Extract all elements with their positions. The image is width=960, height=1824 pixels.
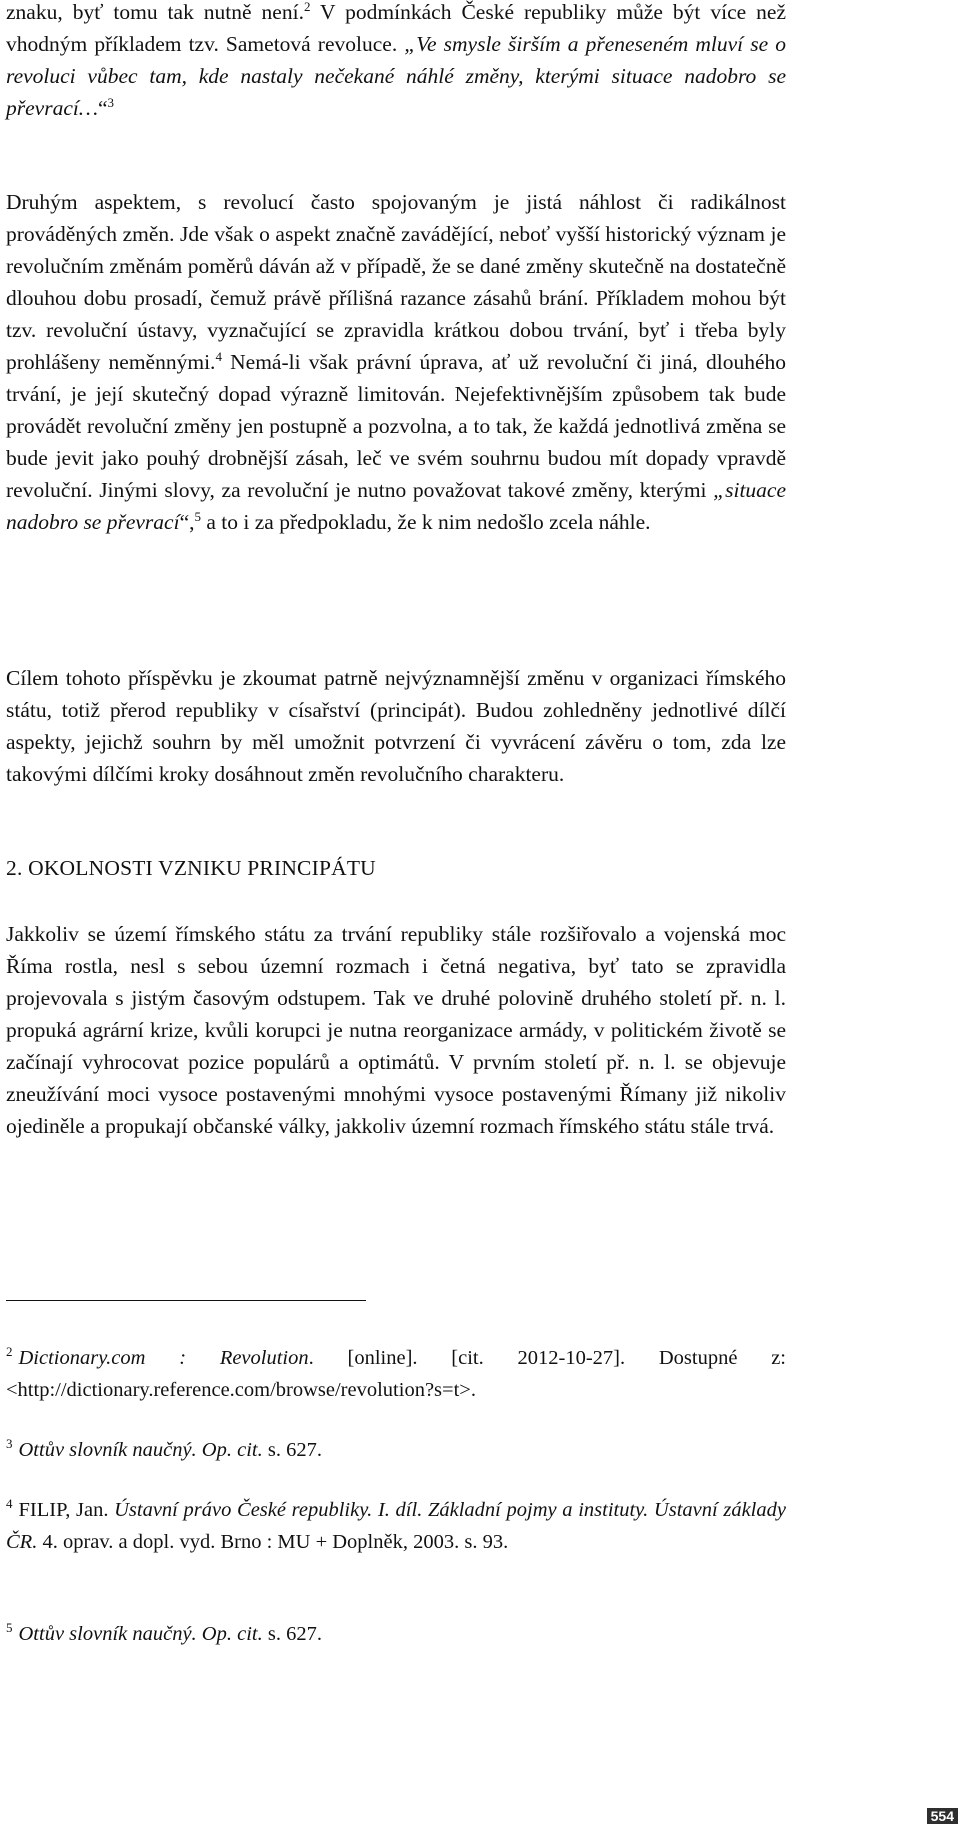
footnote-ref-3: 3 <box>107 95 114 110</box>
footnote-ref-5: 5 <box>194 509 201 524</box>
intro-text: znaku, byť tomu tak nutně není. <box>6 0 304 24</box>
footnote-title: Ústavní právo České republiky. I. díl. Základní pojmy a instituty. Ústavní základy ČR. <box>6 1499 786 1553</box>
paragraph-text-2: Nemá-li však právní úprava, ať už revoluční či jiná, dlouhého trvání, je její skutečný dopad výrazně limitován. Nejefektivnějším způsobem tak bude provádět revoluční změny jen postupně a pozvolna, a to tak, že každá jednotlivá změna se bude jevit jako pouhý drobnější zásah, leč ve svém souhrnu budou mít dopady vpravdě revoluční. Jinými slovy, za revoluční je nutno považovat takové změny, kterými <box>6 350 787 502</box>
footnote-text: . [online]. [cit. 2012-10-27]. Dostupné z: <http://dictionary.reference.com/browse/revolution?s=t>. <box>6 1347 786 1401</box>
footnote-number: 2 <box>6 1344 13 1359</box>
footnote-2 <box>6 1342 786 1406</box>
footnote-4 <box>6 1494 786 1558</box>
intro-text-2: V podmínkách České republiky může být více než vhodným příkladem tzv. Sametová revoluce. <box>6 0 786 56</box>
footnote-ref-2: 2 <box>303 0 311 14</box>
footnote-number: 3 <box>6 1436 13 1451</box>
page-number: 554 <box>927 1808 958 1824</box>
quote-close: “, <box>179 510 195 534</box>
intro-paragraph <box>6 0 786 124</box>
paragraph-aspect <box>6 186 786 538</box>
footnote-number: 5 <box>6 1620 13 1635</box>
footnote-title: Ottův slovník naučný. Op. cit. <box>18 1439 263 1461</box>
footnote-author: FILIP, Jan. <box>18 1499 115 1521</box>
quote-close: “ <box>97 96 108 120</box>
footnote-separator <box>6 1300 366 1301</box>
paragraph-circumstances: Jakkoliv se území římského státu za trvání republiky stále rozšiřovalo a vojenská moc Říma rostla, nesl s sebou územní rozmach i četná negativa, byť tato se zpravidla projevovala s jistým časovým odstupem. Tak ve druhé polovině druhého století př. n. l. propuká agrární krize, kvůli korupci je nutna reorganizace armády, v politickém životě se začínají vyhrocovat pozice populárů a optimátů. V prvním století př. n. l. se objevuje zneužívání moci vysoce postavenými mnohými vysoce postavenými Římany již nikoliv ojediněle a propukají občanské války, jakkoliv územní rozmach římského státu stále trvá. <box>6 922 786 1138</box>
section-heading: 2. OKOLNOSTI VZNIKU PRINCIPÁTU <box>6 856 376 880</box>
footnote-5 <box>6 1618 786 1650</box>
footnote-3 <box>6 1434 786 1466</box>
footnote-text: s. 627. <box>262 1439 322 1461</box>
footnote-text: s. 627. <box>262 1623 322 1645</box>
footnote-ref-4: 4 <box>215 349 222 364</box>
paragraph-text: Druhým aspektem, s revolucí často spojovaným je jistá náhlost či radikálnost prováděných změn. Jde však o aspekt značně zavádějící, neboť vyšší historický význam je revolučním změnám poměrů dáván až v případě, že se dané změny skutečně na dostatečně dlouhou dobu prosadí, čemuž právě přílišná razance zásahů brání. Příkladem mohou být tzv. revoluční ústavy, vyznačující se zpravidla krátkou dobou trvání, byť i třeba byly prohlášeny neměnnými. <box>6 190 786 374</box>
paragraph-quote: „situace nadobro se převrací <box>6 478 786 534</box>
footnote-number: 4 <box>6 1496 13 1511</box>
intro-quote: „Ve smysle širším a přeneseném mluví se o revoluci vůbec tam, kde nastaly nečekané náhlé změny, kterými situace nadobro se převrací… <box>6 32 786 120</box>
paragraph-aim: Cílem tohoto příspěvku je zkoumat patrně nejvýznamnější změnu v organizaci římského státu, totiž přerod republiky v císařství (principát). Budou zohledněny jednotlivé dílčí aspekty, jejichž souhrn by měl umožnit potvrzení či vyvrácení závěru o tom, zda lze takovými dílčími kroky dosáhnout změn revolučního charakteru. <box>6 666 786 786</box>
footnote-text: 4. oprav. a dopl. vyd. Brno : MU + Doplněk, 2003. s. 93. <box>37 1531 509 1553</box>
footnote-title: Dictionary.com : Revolution <box>18 1347 309 1369</box>
footnote-title: Ottův slovník naučný. Op. cit. <box>18 1623 263 1645</box>
paragraph-text-3: a to i za předpokladu, že k nim nedošlo zcela náhle. <box>201 510 651 534</box>
